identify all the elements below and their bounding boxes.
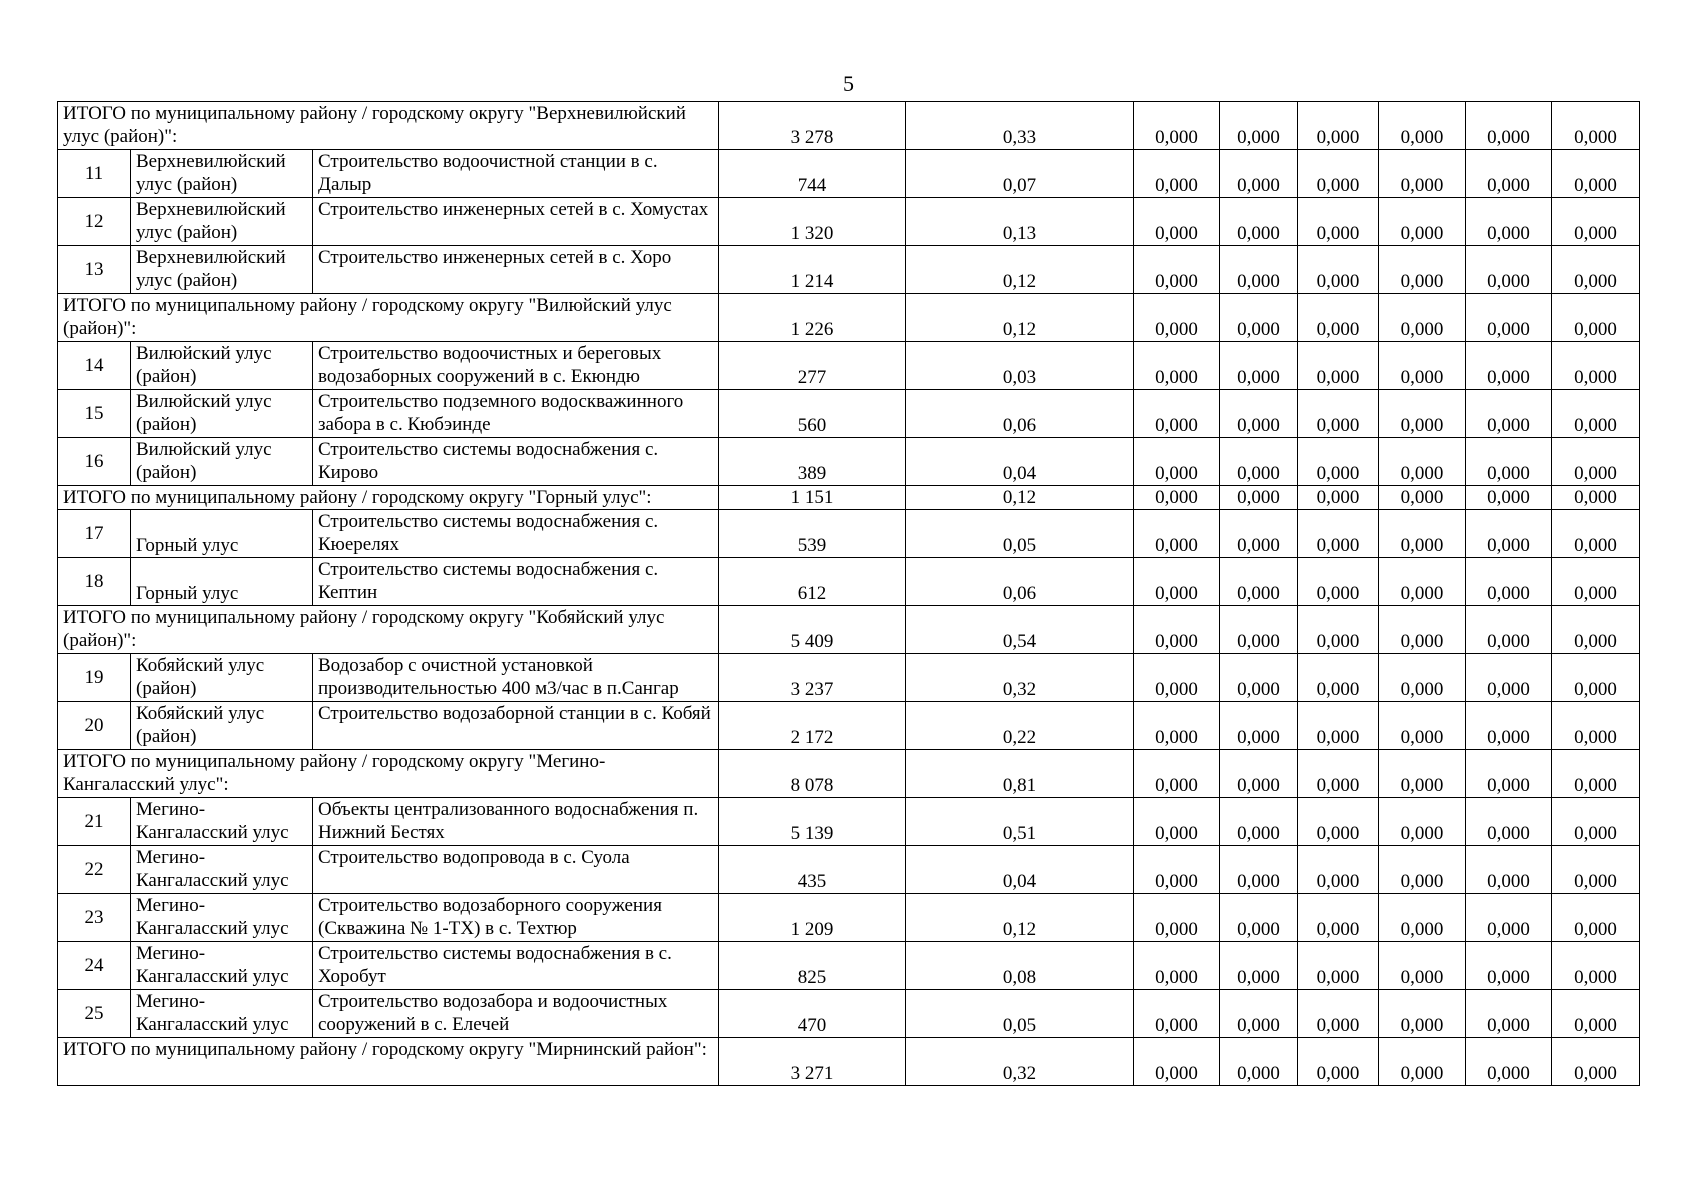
value-cell: 0,000	[1379, 390, 1466, 438]
value-cell: 0,000	[1220, 558, 1298, 606]
value-cell: 0,000	[1466, 846, 1552, 894]
amount-cell: 1 226	[719, 294, 906, 342]
value-cell: 0,000	[1379, 558, 1466, 606]
share-cell: 0,51	[906, 798, 1134, 846]
value-cell: 0,000	[1220, 990, 1298, 1038]
amount-cell: 3 278	[719, 102, 906, 150]
value-cell: 0,000	[1220, 246, 1298, 294]
value-cell: 0,000	[1379, 486, 1466, 510]
object-name: Строительство водопровода в с. Суола	[313, 846, 719, 894]
value-cell: 0,000	[1134, 654, 1220, 702]
amount-cell: 8 078	[719, 750, 906, 798]
share-cell: 0,12	[906, 486, 1134, 510]
row-number: 23	[58, 894, 131, 942]
value-cell: 0,000	[1552, 390, 1640, 438]
value-cell: 0,000	[1379, 246, 1466, 294]
row-number: 19	[58, 654, 131, 702]
value-cell: 0,000	[1134, 606, 1220, 654]
value-cell: 0,000	[1298, 942, 1379, 990]
share-cell: 0,13	[906, 198, 1134, 246]
page-number: 5	[843, 71, 854, 96]
value-cell: 0,000	[1466, 654, 1552, 702]
value-cell: 0,000	[1220, 150, 1298, 198]
table-row	[58, 390, 1640, 438]
share-cell: 0,12	[906, 294, 1134, 342]
district-name: Вилюйский улус (район)	[131, 342, 313, 390]
row-number: 25	[58, 990, 131, 1038]
value-cell: 0,000	[1379, 798, 1466, 846]
district-name: Мегино-Кангаласский улус	[131, 798, 313, 846]
object-name: Объекты централизованного водоснабжения п. Нижний Бестях	[313, 798, 719, 846]
total-label: ИТОГО по муниципальному району / городскому округу "Вилюйский улус (район)":	[58, 294, 719, 342]
row-number: 16	[58, 438, 131, 486]
value-cell: 0,000	[1466, 702, 1552, 750]
share-cell: 0,05	[906, 510, 1134, 558]
amount-cell: 435	[719, 846, 906, 894]
district-name: Мегино-Кангаласский улус	[131, 846, 313, 894]
value-cell: 0,000	[1220, 342, 1298, 390]
table-body	[58, 102, 1640, 1086]
district-name: Мегино-Кангаласский улус	[131, 894, 313, 942]
table-row	[58, 150, 1640, 198]
value-cell: 0,000	[1134, 150, 1220, 198]
value-cell: 0,000	[1466, 750, 1552, 798]
object-name: Строительство водозаборного сооружения (Скважина № 1-ТХ) в с. Техтюр	[313, 894, 719, 942]
value-cell: 0,000	[1379, 894, 1466, 942]
value-cell: 0,000	[1466, 990, 1552, 1038]
value-cell: 0,000	[1134, 486, 1220, 510]
amount-cell: 5 139	[719, 798, 906, 846]
value-cell: 0,000	[1134, 990, 1220, 1038]
value-cell: 0,000	[1134, 246, 1220, 294]
table-row	[58, 846, 1640, 894]
value-cell: 0,000	[1466, 486, 1552, 510]
value-cell: 0,000	[1298, 150, 1379, 198]
value-cell: 0,000	[1466, 510, 1552, 558]
amount-cell: 3 271	[719, 1038, 906, 1086]
amount-cell: 744	[719, 150, 906, 198]
total-row	[58, 486, 1640, 510]
value-cell: 0,000	[1298, 246, 1379, 294]
amount-cell: 470	[719, 990, 906, 1038]
district-name: Верхневилюйский улус (район)	[131, 246, 313, 294]
value-cell: 0,000	[1552, 558, 1640, 606]
value-cell: 0,000	[1466, 942, 1552, 990]
value-cell: 0,000	[1552, 798, 1640, 846]
value-cell: 0,000	[1220, 1038, 1298, 1086]
value-cell: 0,000	[1220, 606, 1298, 654]
amount-cell: 1 209	[719, 894, 906, 942]
share-cell: 0,32	[906, 654, 1134, 702]
value-cell: 0,000	[1552, 654, 1640, 702]
value-cell: 0,000	[1379, 702, 1466, 750]
value-cell: 0,000	[1379, 342, 1466, 390]
value-cell: 0,000	[1379, 750, 1466, 798]
share-cell: 0,04	[906, 438, 1134, 486]
value-cell: 0,000	[1134, 846, 1220, 894]
row-number: 24	[58, 942, 131, 990]
value-cell: 0,000	[1552, 246, 1640, 294]
share-cell: 0,12	[906, 246, 1134, 294]
value-cell: 0,000	[1552, 1038, 1640, 1086]
total-row	[58, 750, 1640, 798]
table-row	[58, 798, 1640, 846]
value-cell: 0,000	[1220, 846, 1298, 894]
row-number: 11	[58, 150, 131, 198]
value-cell: 0,000	[1552, 102, 1640, 150]
row-number: 15	[58, 390, 131, 438]
share-cell: 0,33	[906, 102, 1134, 150]
value-cell: 0,000	[1134, 294, 1220, 342]
share-cell: 0,07	[906, 150, 1134, 198]
district-name: Верхневилюйский улус (район)	[131, 198, 313, 246]
object-name: Строительство подземного водоскважинного забора в с. Кюбэинде	[313, 390, 719, 438]
value-cell: 0,000	[1466, 1038, 1552, 1086]
value-cell: 0,000	[1379, 294, 1466, 342]
value-cell: 0,000	[1220, 294, 1298, 342]
value-cell: 0,000	[1379, 438, 1466, 486]
value-cell: 0,000	[1298, 342, 1379, 390]
total-label: ИТОГО по муниципальному району / городскому округу "Верхневилюйский улус (район)":	[58, 102, 719, 150]
share-cell: 0,03	[906, 342, 1134, 390]
object-name: Строительство системы водоснабжения с. Кирово	[313, 438, 719, 486]
value-cell: 0,000	[1134, 1038, 1220, 1086]
table-row	[58, 558, 1640, 606]
table-row	[58, 438, 1640, 486]
value-cell: 0,000	[1134, 750, 1220, 798]
value-cell: 0,000	[1466, 102, 1552, 150]
value-cell: 0,000	[1298, 294, 1379, 342]
district-name: Горный улус	[131, 510, 313, 558]
value-cell: 0,000	[1220, 198, 1298, 246]
value-cell: 0,000	[1379, 198, 1466, 246]
value-cell: 0,000	[1298, 606, 1379, 654]
value-cell: 0,000	[1552, 942, 1640, 990]
total-row	[58, 606, 1640, 654]
object-name: Строительство системы водоснабжения с. Кюерелях	[313, 510, 719, 558]
object-name: Строительство водоочистных и береговых водозаборных сооружений в с. Екюндю	[313, 342, 719, 390]
total-label: ИТОГО по муниципальному району / городскому округу "Горный улус":	[58, 486, 719, 510]
value-cell: 0,000	[1220, 750, 1298, 798]
share-cell: 0,81	[906, 750, 1134, 798]
value-cell: 0,000	[1134, 390, 1220, 438]
value-cell: 0,000	[1134, 702, 1220, 750]
value-cell: 0,000	[1552, 198, 1640, 246]
investment-table	[57, 101, 1640, 1086]
share-cell: 0,06	[906, 558, 1134, 606]
total-row	[58, 102, 1640, 150]
value-cell: 0,000	[1134, 342, 1220, 390]
value-cell: 0,000	[1220, 654, 1298, 702]
value-cell: 0,000	[1466, 342, 1552, 390]
table-row	[58, 894, 1640, 942]
value-cell: 0,000	[1379, 102, 1466, 150]
table-row	[58, 654, 1640, 702]
value-cell: 0,000	[1134, 198, 1220, 246]
value-cell: 0,000	[1379, 150, 1466, 198]
share-cell: 0,04	[906, 846, 1134, 894]
value-cell: 0,000	[1220, 942, 1298, 990]
row-number: 22	[58, 846, 131, 894]
value-cell: 0,000	[1379, 510, 1466, 558]
district-name: Вилюйский улус (район)	[131, 438, 313, 486]
amount-cell: 5 409	[719, 606, 906, 654]
value-cell: 0,000	[1220, 390, 1298, 438]
table-row	[58, 198, 1640, 246]
value-cell: 0,000	[1134, 942, 1220, 990]
object-name: Строительство водоочистной станции в с. Далыр	[313, 150, 719, 198]
value-cell: 0,000	[1220, 486, 1298, 510]
value-cell: 0,000	[1552, 342, 1640, 390]
share-cell: 0,54	[906, 606, 1134, 654]
value-cell: 0,000	[1552, 702, 1640, 750]
value-cell: 0,000	[1466, 150, 1552, 198]
total-label: ИТОГО по муниципальному району / городскому округу "Кобяйский улус (район)":	[58, 606, 719, 654]
value-cell: 0,000	[1298, 486, 1379, 510]
value-cell: 0,000	[1466, 246, 1552, 294]
value-cell: 0,000	[1379, 606, 1466, 654]
table-row	[58, 510, 1640, 558]
value-cell: 0,000	[1134, 510, 1220, 558]
value-cell: 0,000	[1298, 438, 1379, 486]
value-cell: 0,000	[1379, 1038, 1466, 1086]
row-number: 13	[58, 246, 131, 294]
district-name: Вилюйский улус (район)	[131, 390, 313, 438]
value-cell: 0,000	[1466, 390, 1552, 438]
value-cell: 0,000	[1298, 894, 1379, 942]
share-cell: 0,12	[906, 894, 1134, 942]
value-cell: 0,000	[1134, 102, 1220, 150]
value-cell: 0,000	[1298, 750, 1379, 798]
value-cell: 0,000	[1298, 846, 1379, 894]
value-cell: 0,000	[1220, 102, 1298, 150]
value-cell: 0,000	[1298, 102, 1379, 150]
value-cell: 0,000	[1466, 894, 1552, 942]
table-row	[58, 942, 1640, 990]
row-number: 20	[58, 702, 131, 750]
value-cell: 0,000	[1220, 438, 1298, 486]
value-cell: 0,000	[1466, 294, 1552, 342]
amount-cell: 612	[719, 558, 906, 606]
share-cell: 0,06	[906, 390, 1134, 438]
object-name: Строительство водозабора и водоочистных сооружений в с. Елечей	[313, 990, 719, 1038]
amount-cell: 2 172	[719, 702, 906, 750]
value-cell: 0,000	[1298, 654, 1379, 702]
district-name: Мегино-Кангаласский улус	[131, 942, 313, 990]
value-cell: 0,000	[1466, 606, 1552, 654]
value-cell: 0,000	[1134, 558, 1220, 606]
share-cell: 0,05	[906, 990, 1134, 1038]
value-cell: 0,000	[1379, 654, 1466, 702]
amount-cell: 1 151	[719, 486, 906, 510]
amount-cell: 539	[719, 510, 906, 558]
table-row	[58, 246, 1640, 294]
amount-cell: 277	[719, 342, 906, 390]
total-label: ИТОГО по муниципальному району / городскому округу "Мегино-Кангаласский улус":	[58, 750, 719, 798]
value-cell: 0,000	[1298, 558, 1379, 606]
row-number: 12	[58, 198, 131, 246]
total-label: ИТОГО по муниципальному району / городскому округу "Мирнинский район":	[58, 1038, 719, 1086]
value-cell: 0,000	[1298, 702, 1379, 750]
value-cell: 0,000	[1552, 510, 1640, 558]
value-cell: 0,000	[1552, 150, 1640, 198]
amount-cell: 560	[719, 390, 906, 438]
value-cell: 0,000	[1466, 438, 1552, 486]
value-cell: 0,000	[1220, 510, 1298, 558]
value-cell: 0,000	[1298, 510, 1379, 558]
district-name: Кобяйский улус (район)	[131, 702, 313, 750]
value-cell: 0,000	[1466, 558, 1552, 606]
value-cell: 0,000	[1552, 990, 1640, 1038]
share-cell: 0,08	[906, 942, 1134, 990]
object-name: Строительство водозаборной станции в с. Кобяй	[313, 702, 719, 750]
value-cell: 0,000	[1220, 798, 1298, 846]
value-cell: 0,000	[1298, 390, 1379, 438]
value-cell: 0,000	[1552, 894, 1640, 942]
row-number: 21	[58, 798, 131, 846]
row-number: 14	[58, 342, 131, 390]
district-name: Верхневилюйский улус (район)	[131, 150, 313, 198]
value-cell: 0,000	[1552, 606, 1640, 654]
total-row	[58, 1038, 1640, 1086]
value-cell: 0,000	[1552, 486, 1640, 510]
amount-cell: 825	[719, 942, 906, 990]
table-row	[58, 702, 1640, 750]
object-name: Водозабор с очистной установкой производительностью 400 м3/час в п.Сангар	[313, 654, 719, 702]
district-name: Мегино-Кангаласский улус	[131, 990, 313, 1038]
table-row	[58, 990, 1640, 1038]
share-cell: 0,22	[906, 702, 1134, 750]
value-cell: 0,000	[1298, 1038, 1379, 1086]
value-cell: 0,000	[1134, 894, 1220, 942]
share-cell: 0,32	[906, 1038, 1134, 1086]
value-cell: 0,000	[1466, 798, 1552, 846]
value-cell: 0,000	[1552, 846, 1640, 894]
object-name: Строительство системы водоснабжения в с. Хоробут	[313, 942, 719, 990]
value-cell: 0,000	[1466, 198, 1552, 246]
amount-cell: 3 237	[719, 654, 906, 702]
table-row	[58, 342, 1640, 390]
district-name: Кобяйский улус (район)	[131, 654, 313, 702]
district-name: Горный улус	[131, 558, 313, 606]
object-name: Строительство инженерных сетей в с. Хоро	[313, 246, 719, 294]
value-cell: 0,000	[1552, 294, 1640, 342]
value-cell: 0,000	[1220, 894, 1298, 942]
value-cell: 0,000	[1552, 438, 1640, 486]
value-cell: 0,000	[1379, 846, 1466, 894]
value-cell: 0,000	[1220, 702, 1298, 750]
row-number: 17	[58, 510, 131, 558]
value-cell: 0,000	[1379, 942, 1466, 990]
value-cell: 0,000	[1379, 990, 1466, 1038]
value-cell: 0,000	[1134, 438, 1220, 486]
value-cell: 0,000	[1298, 990, 1379, 1038]
amount-cell: 1 320	[719, 198, 906, 246]
object-name: Строительство инженерных сетей в с. Хомустах	[313, 198, 719, 246]
amount-cell: 1 214	[719, 246, 906, 294]
object-name: Строительство системы водоснабжения с. Кептин	[313, 558, 719, 606]
value-cell: 0,000	[1298, 798, 1379, 846]
value-cell: 0,000	[1134, 798, 1220, 846]
total-row	[58, 294, 1640, 342]
value-cell: 0,000	[1552, 750, 1640, 798]
row-number: 18	[58, 558, 131, 606]
value-cell: 0,000	[1298, 198, 1379, 246]
amount-cell: 389	[719, 438, 906, 486]
